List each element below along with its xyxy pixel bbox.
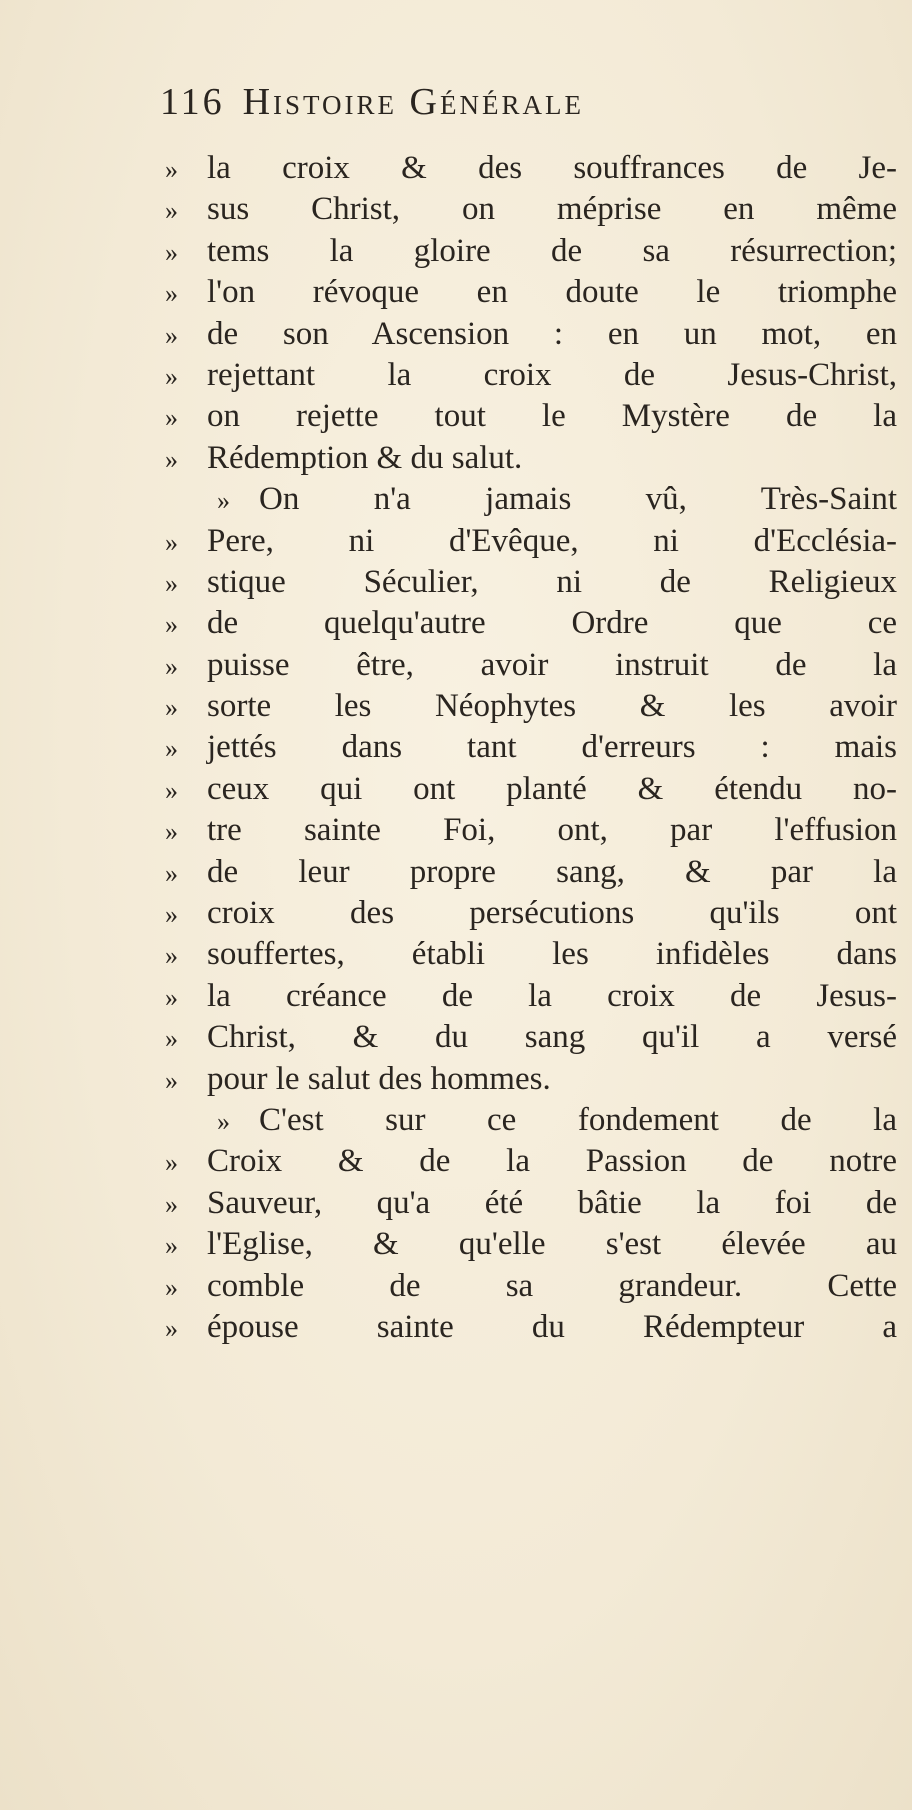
quote-mark: » — [165, 361, 178, 391]
quote-mark: » — [165, 1272, 178, 1302]
text-line — [165, 686, 897, 727]
text-line — [165, 893, 897, 934]
line-text: Christ, & du sang qu'il a versé — [207, 1019, 897, 1056]
text-line — [165, 1224, 897, 1265]
line-text: on rejette tout le Mystère de la — [207, 398, 897, 435]
quote-mark: » — [165, 279, 178, 309]
line-text: pour le salut des hommes. — [207, 1060, 551, 1097]
line-text: Pere, ni d'Evêque, ni d'Ecclésia- — [207, 522, 897, 559]
quote-mark: » — [165, 900, 178, 930]
line-text: l'Eglise, & qu'elle s'est élevée au — [207, 1226, 897, 1263]
quote-mark: » — [217, 486, 230, 516]
text-line — [165, 1059, 865, 1100]
quote-mark: » — [165, 1313, 178, 1343]
quote-mark: » — [165, 693, 178, 723]
text-line — [165, 1183, 897, 1224]
quote-mark: » — [165, 734, 178, 764]
line-text: ceux qui ont planté & étendu no- — [207, 770, 897, 807]
quote-mark: » — [165, 403, 178, 433]
line-text: rejettant la croix de Jesus-Christ, — [207, 356, 897, 393]
line-text: Croix & de la Passion de notre — [207, 1143, 897, 1180]
quote-mark: » — [217, 1106, 230, 1136]
quote-mark: » — [165, 651, 178, 681]
quote-mark: » — [165, 1065, 178, 1095]
text-line — [165, 355, 897, 396]
quote-mark: » — [165, 1189, 178, 1219]
line-text: sus Christ, on méprise en même — [207, 191, 897, 228]
quote-mark: » — [165, 817, 178, 847]
text-line — [165, 976, 897, 1017]
text-line — [165, 231, 897, 272]
line-text: sorte les Néophytes & les avoir — [207, 688, 897, 725]
text-line — [165, 934, 897, 975]
page-text — [165, 148, 897, 1348]
line-text: l'on révoque en doute le triomphe — [207, 274, 897, 311]
quote-mark: » — [165, 1024, 178, 1054]
text-line — [165, 1100, 897, 1141]
line-text: jettés dans tant d'erreurs : mais — [207, 729, 897, 766]
text-line — [165, 603, 897, 644]
line-text: comble de sa grandeur. Cette — [207, 1267, 897, 1304]
text-line — [165, 314, 897, 355]
text-line — [165, 769, 897, 810]
quote-mark: » — [165, 155, 178, 184]
line-text: de quelqu'autre Ordre que ce — [207, 605, 897, 642]
line-text: Sauveur, qu'a été bâtie la foi de — [207, 1184, 897, 1221]
quote-mark: » — [165, 196, 178, 226]
text-line — [165, 396, 897, 437]
text-line — [165, 521, 897, 562]
text-line — [165, 272, 897, 313]
text-line — [165, 645, 897, 686]
text-line — [165, 479, 897, 520]
line-text: de leur propre sang, & par la — [207, 853, 897, 890]
text-line — [165, 1141, 897, 1182]
line-text: souffertes, établi les infidèles dans — [207, 936, 897, 973]
line-text: croix des persécutions qu'ils ont — [207, 895, 897, 932]
line-text: épouse sainte du Rédempteur a — [207, 1308, 897, 1345]
text-line — [165, 1266, 897, 1307]
text-line — [165, 148, 897, 189]
line-text: la créance de la croix de Jesus- — [207, 977, 897, 1014]
quote-mark: » — [165, 568, 178, 598]
text-line — [165, 562, 897, 603]
running-title: Histoire Générale — [242, 81, 584, 123]
line-text: puisse être, avoir instruit de la — [207, 646, 897, 683]
line-text: tems la gloire de sa résurrection; — [207, 232, 897, 269]
line-text: la croix & des souffrances de Je- — [207, 150, 897, 186]
line-text: On n'a jamais vû, Très-Saint — [259, 481, 897, 518]
text-line — [165, 727, 897, 768]
quote-mark: » — [165, 610, 178, 640]
text-line — [165, 438, 865, 479]
quote-mark: » — [165, 775, 178, 805]
text-line — [165, 810, 897, 851]
line-text: stique Séculier, ni de Religieux — [207, 563, 897, 600]
quote-mark: » — [165, 1148, 178, 1178]
text-line — [165, 1017, 897, 1058]
quote-mark: » — [165, 320, 178, 350]
line-text: de son Ascension : en un mot, en — [207, 315, 897, 352]
text-line — [165, 852, 897, 893]
quote-mark: » — [165, 1231, 178, 1261]
running-header — [160, 80, 800, 144]
quote-mark: » — [165, 444, 178, 474]
quote-mark: » — [165, 941, 178, 971]
quote-mark: » — [165, 237, 178, 267]
quote-mark: » — [165, 982, 178, 1012]
text-line — [165, 189, 897, 230]
page-number: 116 — [160, 81, 225, 123]
quote-mark: » — [165, 858, 178, 888]
line-text: C'est sur ce fondement de la — [259, 1101, 897, 1138]
text-line — [165, 1307, 897, 1348]
quote-mark: » — [165, 527, 178, 557]
line-text: Rédemption & du salut. — [207, 439, 523, 476]
line-text: tre sainte Foi, ont, par l'effusion — [207, 812, 897, 849]
